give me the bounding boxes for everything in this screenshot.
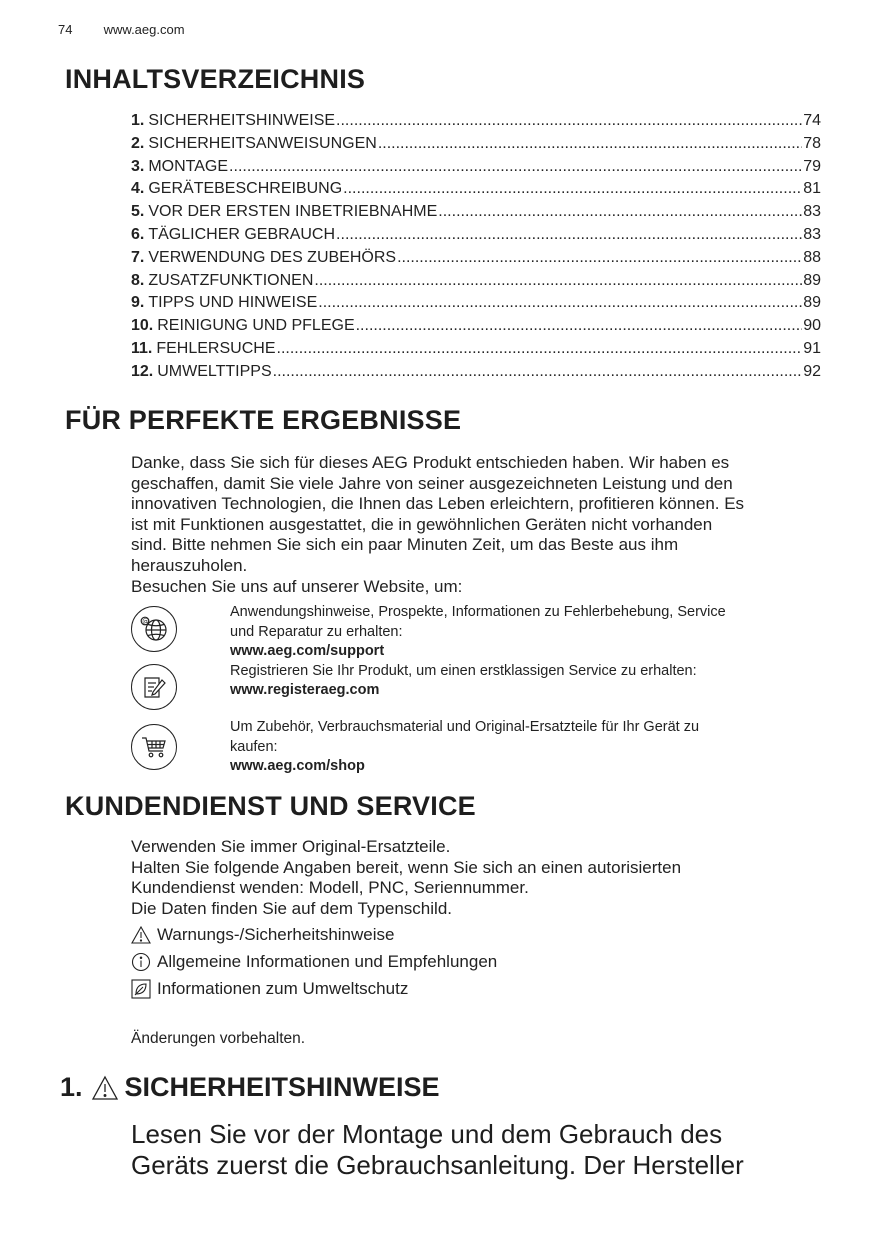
toc-label: ZUSATZFUNKTIONEN [148,271,314,289]
support-block [230,603,820,701]
toc-num: 6. [131,225,145,243]
toc-row[interactable] [131,317,821,340]
toc-num: 10. [131,317,154,335]
toc-label: UMWELTTIPPS [157,362,272,380]
intro-line: herauszuholen. [131,555,248,575]
legend-environment [131,979,408,999]
intro-line: Besuchen Sie uns auf unserer Website, um: [131,576,463,596]
intro-line: innovativen Technologien, die Ihnen das Leben erleichtern, profitieren können. Es [131,494,745,514]
toc-page: 88 [803,248,821,266]
changes-note: Änderungen vorbehalten. [131,1030,306,1047]
intro-line: geschaffen, damit Sie viele Jahre von seiner ausgezeichneten Leistung und den [131,473,733,493]
toc-num: 9. [131,294,145,312]
shop-block [230,718,820,777]
info-icon [131,952,151,972]
safety-intro [131,1119,831,1181]
svg-text:@: @ [142,617,150,626]
toc-page: 90 [803,317,821,335]
toc-page: 83 [803,225,821,243]
safety-line: Lesen Sie vor der Montage und dem Gebrauch des [131,1119,723,1149]
support-link[interactable]: www.aeg.com/support [230,643,385,659]
toc-row[interactable] [131,340,821,363]
safety-number: 1. [60,1072,83,1102]
leaf-icon [131,979,151,999]
toc-num: 2. [131,134,145,152]
safety-line: Geräts zuerst die Gebrauchsanleitung. Der Hersteller [131,1150,744,1180]
toc-num: 3. [131,157,145,175]
header-website: www.aeg.com [103,22,185,37]
toc-label: REINIGUNG UND PFLEGE [157,317,355,335]
toc-page: 91 [803,339,821,357]
safety-heading [60,1072,440,1103]
toc-label: TIPPS UND HINWEISE [148,294,318,312]
shop-text: Um Zubehör, Verbrauchsmaterial und Original-Ersatzteile für Ihr Gerät zu [230,719,700,735]
toc-title: INHALTSVERZEICHNIS [65,64,366,94]
legend-warning [131,925,394,945]
toc-page: 78 [803,134,821,152]
toc-row[interactable] [131,112,821,135]
toc-label: VERWENDUNG DES ZUBEHÖRS [148,248,397,266]
toc-page: 89 [803,294,821,312]
toc-row[interactable] [131,272,821,295]
warning-icon [91,1075,119,1101]
register-text: Registrieren Sie Ihr Produkt, um einen erstklassigen Service zu erhalten: [230,662,697,679]
toc-num: 1. [131,112,145,129]
toc-label: SICHERHEITSANWEISUNGEN [148,134,377,152]
shop-link[interactable]: www.aeg.com/shop [230,758,365,774]
toc-label: SICHERHEITSHINWEISE [148,112,336,129]
toc-page: 92 [803,362,821,380]
support-text: und Reparatur zu erhalten: [230,623,403,640]
warning-icon [131,925,151,945]
support-text: Anwendungshinweise, Prospekte, Informationen zu Fehlerbehebung, Service [230,604,726,620]
toc-num: 11. [131,339,153,357]
toc-num: 8. [131,271,145,289]
toc-page: 81 [803,180,821,198]
toc-row[interactable] [131,294,821,317]
intro-line: Danke, dass Sie sich für dieses AEG Produkt entschieden haben. Wir haben es [131,453,730,472]
toc-row[interactable] [131,363,821,386]
registration-form-icon [131,664,177,710]
service-line: Die Daten finden Sie auf dem Typenschild. [131,898,452,918]
toc-num: 12. [131,362,154,380]
service-line: Kundendienst wenden: Modell, PNC, Seriennummer. [131,878,529,898]
legend-info-text: Allgemeine Informationen und Empfehlungen [157,952,498,971]
toc-num: 7. [131,248,145,266]
register-link[interactable]: www.registeraeg.com [230,682,380,698]
toc-row[interactable] [131,135,821,158]
toc-label: TÄGLICHER GEBRAUCH [148,225,336,243]
service-title: KUNDENDIENST UND SERVICE [65,791,476,821]
safety-title: SICHERHEITSHINWEISE [124,1072,440,1102]
toc-page: 83 [803,203,821,221]
legend-warning-text: Warnungs-/Sicherheitshinweise [157,925,395,944]
page-header [58,22,185,37]
toc-label: GERÄTEBESCHREIBUNG [148,180,343,198]
table-of-contents [131,112,821,386]
toc-num: 5. [131,203,145,221]
service-text [131,837,821,919]
toc-page: 74 [803,112,821,129]
toc-label: FEHLERSUCHE [156,339,276,357]
legend-info [131,952,497,972]
results-intro [131,453,821,597]
toc-row[interactable] [131,226,821,249]
toc-row[interactable] [131,203,821,226]
toc-num: 4. [131,180,145,198]
service-line: Verwenden Sie immer Original-Ersatzteile. [131,837,451,856]
toc-label: VOR DER ERSTEN INBETRIEBNAHME [148,203,438,221]
toc-row[interactable] [131,249,821,272]
toc-page: 79 [803,157,821,175]
legend-environment-text: Informationen zum Umweltschutz [157,979,409,998]
toc-label: MONTAGE [148,157,229,175]
intro-line: ist mit Funktionen ausgestattet, die in gewöhnlichen Geräten nicht vorhanden [131,514,713,534]
shopping-cart-icon [131,724,177,770]
results-title: FÜR PERFEKTE ERGEBNISSE [65,405,462,435]
globe-icon [131,606,177,652]
service-line: Halten Sie folgende Angaben bereit, wenn Sie sich an einen autorisierten [131,857,682,877]
page-number: 74 [58,22,73,37]
shop-text: kaufen: [230,738,278,755]
toc-row[interactable] [131,180,821,203]
intro-line: sind. Bitte nehmen Sie sich ein paar Minuten Zeit, um das Beste aus ihm [131,535,679,555]
toc-row[interactable] [131,158,821,181]
toc-page: 89 [803,271,821,289]
